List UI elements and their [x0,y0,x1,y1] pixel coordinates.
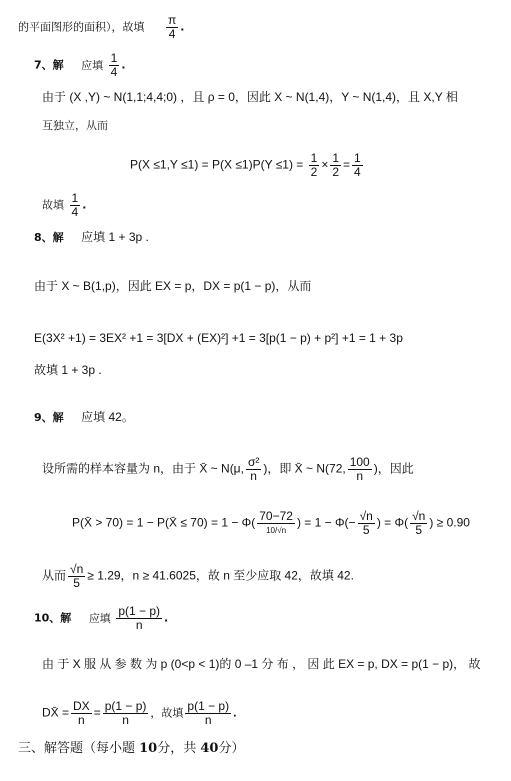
fraction [185,700,231,727]
fraction [330,152,341,179]
denominator: 4 [110,65,118,79]
question-number: 9、解 [34,411,64,424]
equation-part: ) = Φ( [376,515,409,530]
denominator: 4 [71,205,79,219]
question-9-heading [34,410,134,425]
section-heading [18,742,244,756]
numerator: 70−72 [259,509,293,523]
times-sign: × [321,157,329,172]
equals-sign: = [93,705,101,720]
equation-part: P(X̄ > 70) = 1 − P(X̄ ≤ 70) = 1 − Φ( [72,515,256,530]
denominator: n [204,713,212,727]
text-line [42,563,354,590]
text: 从而 [42,568,67,583]
numerator: DX [73,699,90,713]
section-end: 分） [218,741,245,756]
denominator: 5 [415,523,423,537]
text-line: 互独立，从而 [42,119,108,132]
text: 的平面图形的面积），故填 [18,20,145,34]
answer: 应填 1 + 3p . [81,230,149,244]
fill-line: 故填 $\frac{1}{4}$ . [42,191,87,219]
equation-part: ) ≥ 0.90 [429,515,470,530]
denominator: n [135,618,143,632]
fraction [348,456,372,483]
numerator: 1 [354,151,361,165]
answer-fraction [116,605,162,632]
denominator: 4 [168,27,176,41]
fill-prefix: 故填 [42,198,64,212]
equation [42,700,236,727]
answer-prefix: 应填 [88,611,111,625]
numerator: 1 [71,191,79,205]
fraction [103,700,149,727]
denominator: 2 [332,165,340,179]
equals-sign: = [343,157,351,172]
fraction [68,563,85,590]
question-7-heading: 7、解 应填 $\frac{1}{4}$ . [34,51,126,79]
fraction [257,510,295,537]
numerator: 1 [332,151,340,165]
question-8-heading [34,230,149,245]
equation: E(3X² +1) = 3EX² +1 = 3[DX + (EX)²] +1 = 3[p(1 − p) + p²] +1 = 1 + 3p [34,331,403,345]
numerator: √n [412,509,426,523]
numerator: 1 [310,151,318,165]
numerator: √n [70,562,84,576]
numerator: √n [359,509,373,523]
points-per-question: 10 [139,741,158,756]
denominator: 2 [310,165,318,179]
denominator: n [356,469,364,483]
section-mid: 分，共 [157,741,201,756]
text-line: 由于 (X ,Y) ~ N(1,1;4,4;0) ，且 ρ = 0，因此 X ~ N(1,4)，Y ~ N(1,4)，且 X,Y 相 [42,90,458,104]
text: )，即 X̄ ~ N(72, [263,461,346,476]
denominator: n [250,469,257,483]
question-number: 7、解 [34,58,64,72]
denominator: n [122,713,129,727]
fraction [352,152,363,179]
equation-left: P(X ≤1,Y ≤1) = P(X ≤1)P(Y ≤1) = [130,157,304,172]
section-title: 三、解答题（每小题 [18,741,140,756]
question-number: 10、解 [34,611,72,625]
period: . [233,705,237,720]
numerator: p(1 − p) [187,699,230,713]
text-line: 由 于 X 服 从 参 数 为 p (0<p < 1)的 0 –1 分 布 ， 因 此 EX = p, DX = p(1 − p)， 故 [42,657,481,671]
fraction [71,700,92,727]
denominator: 5 [362,523,370,537]
text-line: 由于 X ~ B(1,p)，因此 EX = p，DX = p(1 − p)，从而 [34,279,312,293]
text-line [42,456,414,483]
denominator: n [78,713,85,727]
text: )，因此 [373,461,414,476]
denominator: 4 [354,165,361,179]
text: 设所需的样本容量为 n，由于 X̄ ~ N(μ, [42,461,244,476]
answer-prefix: 应填 [81,58,104,72]
fraction [410,510,427,537]
total-points: 40 [200,741,219,756]
equation-part: ) = 1 − Φ(− [296,515,356,530]
question-10-heading [34,605,168,632]
equation-part: DX̄ = [42,705,70,720]
text: ≥ 1.29，n ≥ 41.6025，故 n 至少应取 42，故填 42. [87,568,354,583]
denominator: 5 [73,576,80,590]
numerator: p(1 − p) [118,604,161,618]
fraction [166,14,178,41]
numerator: π [168,13,177,27]
equation [72,510,470,537]
numerator: p(1 − p) [104,699,147,713]
fraction [246,456,261,483]
fill-prefix: ，故填 [150,706,184,720]
numerator: σ² [247,455,260,469]
fill-line: 故填 1 + 3p . [34,363,102,377]
answer-fraction [109,52,120,79]
fill-fraction [70,192,81,219]
answer: 应填 42。 [81,410,134,424]
period: . [180,20,185,34]
denominator: 10/√n [266,526,287,535]
numerator: 100 [349,455,370,469]
fraction [309,152,320,179]
numerator: 1 [110,51,118,65]
text-line [18,14,184,41]
question-number: 8、解 [34,231,64,244]
equation [130,152,365,179]
period: . [164,611,169,625]
fraction [358,510,375,537]
